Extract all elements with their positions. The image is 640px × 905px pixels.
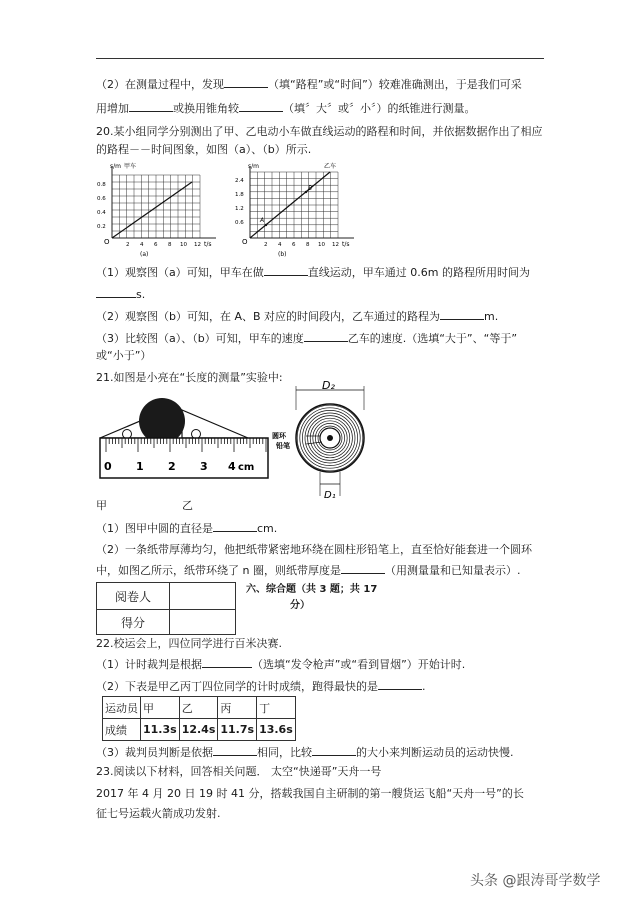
graph-a-xtick: 6 — [154, 242, 158, 248]
graph-a-xtick: 2 — [126, 242, 130, 248]
table-cell: 11.3s — [141, 719, 180, 741]
graph-a-ylabel: s/m — [110, 163, 121, 170]
ball — [139, 398, 185, 444]
graph-b-ytick: 0.6 — [235, 220, 244, 226]
table-header: 乙 — [179, 697, 218, 719]
table-header: 丁 — [257, 697, 296, 719]
d2-label: D₂ — [322, 380, 335, 392]
graph-b-title: 乙车 — [324, 163, 337, 170]
right-triangle-hole — [192, 430, 201, 439]
grader-cell: 阅卷人 — [97, 583, 170, 610]
ring-figure — [272, 380, 382, 500]
times-table — [102, 696, 296, 741]
grader-value[interactable] — [170, 583, 236, 610]
q20-part1-line2: s. — [96, 286, 145, 303]
table-cell: 成绩 — [103, 719, 141, 741]
graph-b-label-b: B — [308, 185, 313, 192]
q20-part3-line1: （3）比较图（a）、（b）可知，甲车的速度 乙车的速度.（选填“大于”、“等于” — [96, 332, 518, 345]
q20-part3-line2: 或“小于”） — [96, 349, 152, 362]
graph-a-xtick: 8 — [168, 242, 172, 248]
fig-label-yi: 乙 — [182, 499, 193, 512]
ruler-unit: cm — [238, 462, 255, 473]
graph-a-xtick: 12 — [194, 242, 201, 248]
graph-a-ytick: 0.4 — [97, 210, 106, 216]
graph-b-ytick: 2.4 — [235, 178, 244, 184]
graph-b-xtick: 10 — [318, 242, 325, 248]
answer-blank[interactable] — [440, 308, 484, 320]
grade-table — [96, 582, 236, 635]
q20-stem: 20.某小组同学分别测出了甲、乙电动小车做直线运动的路程和时间，并依据数据作出了相应 — [96, 125, 543, 138]
graph-b-ylabel: s/m — [248, 163, 259, 170]
q23-text-line2: 征七号运载火箭成功发射. — [96, 807, 221, 820]
graph-b-xtick: 6 — [292, 242, 296, 248]
ruler-number: 4 — [228, 460, 236, 473]
q20-part1-line1: （1）观察图（a）可知，甲车在做 直线运动，甲车通过 0.6m 的路程所用时间为 — [96, 266, 530, 279]
answer-blank[interactable] — [202, 656, 252, 668]
ruler-number: 1 — [136, 460, 144, 473]
q23-stem: 23.阅读以下材料，回答相关问题． 太空“快递哥”天舟一号 — [96, 765, 382, 778]
q22-part1: （1）计时裁判是根据 （选填“发令枪声”或“看到冒烟”）开始计时. — [96, 658, 466, 671]
graph-b-xtick: 4 — [278, 242, 282, 248]
q22-stem: 22.校运会上，四位同学进行百米决赛. — [96, 637, 282, 650]
graph-a-xlabel: t/s — [204, 241, 212, 248]
q21-part2-line2: 中，如图乙所示，纸带环绕了 n 圈，则纸带厚度是 （用测量量和已知量表示）. — [96, 564, 521, 577]
graph-b-caption: (b) — [278, 251, 287, 258]
graph-a-xtick: 10 — [180, 242, 187, 248]
q20-part2: （2）观察图（b）可知，在 A、B 对应的时间段内，乙车通过的路程为 m. — [96, 310, 499, 323]
answer-blank[interactable] — [304, 330, 348, 342]
fig-label-jia: 甲 — [96, 499, 107, 512]
table-header: 甲 — [141, 697, 180, 719]
table-cell: 12.4s — [179, 719, 218, 741]
graph-a-title: 甲车 — [124, 163, 137, 170]
section-heading: 六、综合题（共 3 题；共 17 — [246, 584, 378, 595]
graph-a-caption: (a) — [140, 251, 149, 258]
q19-part2-line1: （2）在测量过程中，发现 （填“路程”或“时间”）较难准确测出，于是我们可采 — [96, 78, 522, 91]
ruler-number: 3 — [200, 460, 208, 473]
q23-text-line1: 2017 年 4 月 20 日 19 时 41 分，搭载我国自主研制的第一艘货运飞船“天舟一号”的长 — [96, 787, 524, 800]
answer-blank[interactable] — [129, 100, 173, 112]
answer-blank[interactable] — [264, 264, 308, 276]
graph-b-xtick: 8 — [306, 242, 310, 248]
graph-b-xtick: 2 — [264, 242, 268, 248]
answer-blank[interactable] — [213, 520, 257, 532]
header-rule — [96, 58, 544, 59]
graph-b-ytick: 1.8 — [235, 192, 244, 198]
graph-a — [96, 160, 226, 260]
score-cell: 得分 — [97, 610, 170, 635]
q19-part2-line2: 用增加 或换用锥角较 （填〞大〞或〞小〞）的纸锥进行测量。 — [96, 102, 476, 115]
score-value[interactable] — [170, 610, 236, 635]
ring-label: 圆环 — [272, 432, 286, 440]
graph-a-ytick: 0.2 — [97, 224, 106, 230]
answer-blank[interactable] — [224, 76, 268, 88]
answer-blank[interactable] — [239, 100, 283, 112]
answer-blank[interactable] — [341, 562, 385, 574]
section-heading-cont: 分） — [290, 600, 310, 611]
graph-b-label-a: A — [260, 217, 265, 224]
ruler-number: 2 — [168, 460, 176, 473]
left-triangle-hole — [123, 430, 132, 439]
graph-a-origin: O — [104, 238, 110, 246]
table-header: 运动员 — [103, 697, 141, 719]
graph-b-point-b — [305, 191, 307, 193]
pencil-label: 铅笔 — [276, 442, 290, 450]
q20-stem-cont: 的路程－－时间图象，如图（a）、（b）所示. — [96, 143, 312, 156]
graph-b — [234, 160, 364, 260]
answer-blank[interactable] — [378, 678, 422, 690]
table-row — [103, 719, 296, 741]
watermark: 头条 @跟涛哥学数学 — [470, 873, 601, 889]
graph-a-ytick: 0.6 — [97, 196, 106, 202]
graph-b-point-a — [265, 224, 267, 226]
graph-b-ytick: 1.2 — [235, 206, 244, 212]
graph-b-xtick: 12 — [332, 242, 339, 248]
graph-a-xtick: 4 — [140, 242, 144, 248]
answer-blank[interactable] — [312, 744, 356, 756]
table-cell: 13.6s — [257, 719, 296, 741]
ruler-number: 0 — [104, 460, 112, 473]
table-cell: 11.7s — [218, 719, 257, 741]
q21-stem: 21.如图是小亮在“长度的测量”实验中: — [96, 371, 283, 384]
table-row — [103, 697, 296, 719]
q22-part2: （2）下表是甲乙丙丁四位同学的计时成绩，跑得最快的是 . — [96, 680, 426, 693]
q21-part2-line1: （2）一条纸带厚薄均匀，他把纸带紧密地环绕在圆柱形铅笔上，直至恰好能套进一个圆环 — [96, 543, 532, 556]
graph-b-origin: O — [242, 238, 248, 246]
table-header: 丙 — [218, 697, 257, 719]
graph-b-xlabel: t/s — [342, 241, 350, 248]
answer-blank[interactable] — [213, 744, 257, 756]
ruler-figure — [96, 390, 276, 490]
q22-part3: （3）裁判员判断是依据 相同，比较 的大小来判断运动员的运动快慢. — [96, 746, 514, 759]
answer-blank[interactable] — [96, 286, 136, 298]
d1-label: D₁ — [324, 490, 336, 500]
q21-part1: （1）图甲中圆的直径是 cm. — [96, 522, 278, 535]
graph-a-ytick: 0.8 — [97, 182, 106, 188]
